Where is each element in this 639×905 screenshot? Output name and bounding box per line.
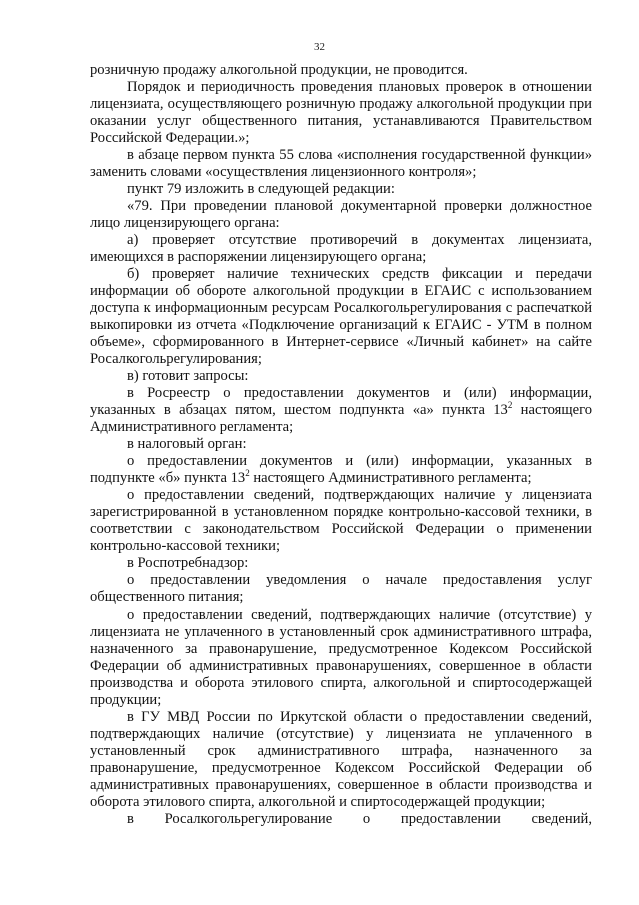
- paragraph: о предоставлении сведений, подтверждающих наличие у лицензиата зарегистрированной в установленном порядке контрольно-кассовой техники, в соответствии с законодательством Российской Федерации о применении контрольно-кассовой техники;: [90, 487, 592, 555]
- document-body: [90, 62, 592, 828]
- superscript: 2: [245, 468, 250, 479]
- paragraph: розничную продажу алкогольной продукции, не проводится.: [90, 62, 468, 78]
- paragraph: в ГУ МВД России по Иркутской области о предоставлении сведений, подтверждающих наличие (отсутствие) у лицензиата не уплаченного в установленный срок административного штрафа, назначенного за правонарушение, предусмотренное Кодексом Российской Федерации об административных правонарушениях, совершенное в области производства и оборота этилового спирта, алкогольной и спиртосодержащей продукции;: [90, 708, 592, 810]
- page-number: 32: [314, 41, 325, 53]
- paragraph: в Росалкогольрегулирование о предоставлении сведений,: [127, 810, 592, 827]
- paragraph-text: настоящего Административного регламента;: [90, 402, 592, 436]
- paragraph: [90, 453, 592, 487]
- paragraph: о предоставлении уведомления о начале предоставления услуг общественного питания;: [90, 572, 592, 606]
- paragraph: «79. При проведении плановой документарной проверки должностное лицо лицензирующего органа:: [90, 198, 592, 232]
- paragraph-text: в Росреестр о предоставлении документов и (или) информации, указанных в абзацах пятом, шестом подпункта «а» пункта 13: [90, 385, 592, 419]
- paragraph: а) проверяет отсутствие противоречий в документах лицензиата, имеющихся в распоряжении лицензирующего органа;: [90, 232, 592, 266]
- paragraph: о предоставлении сведений, подтверждающих наличие (отсутствие) у лицензиата не уплаченного в установленный срок административного штрафа, назначенного за правонарушение, предусмотренное Кодексом Российской Федерации об административных правонарушениях, совершенное в области производства и оборота этилового спирта, алкогольной и спиртосодержащей продукции;: [90, 606, 592, 708]
- paragraph: в налоговый орган:: [127, 436, 247, 453]
- paragraph: Порядок и периодичность проведения плановых проверок в отношении лицензиата, осуществляющего розничную продажу алкогольной продукции при оказании услуг общественного питания, устанавливаются Правительством Российской Федерации.»;: [90, 79, 592, 147]
- paragraph: в абзаце первом пункта 55 слова «исполнения государственной функции» заменить словами «осуществления лицензионного контроля»;: [90, 147, 592, 181]
- paragraph: [90, 385, 592, 436]
- paragraph: в Роспотребнадзор:: [127, 555, 249, 572]
- paragraph: б) проверяет наличие технических средств фиксации и передачи информации об обороте алкогольной продукции в ЕГАИС с использованием доступа к информационным ресурсам Росалкогольрегулирования с распечаткой выкопировки из отчета «Подключение организаций к ЕГАИС - УТМ в полном объеме», сформированного в Интернет-сервисе «Личный кабинет» на сайте Росалкогольрегулирования;: [90, 266, 592, 368]
- paragraph-text: о предоставлении документов и (или) информации, указанных в подпункте «б» пункта 13: [90, 453, 592, 487]
- paragraph-text: настоящего Административного регламента;: [249, 470, 532, 487]
- paragraph: пункт 79 изложить в следующей редакции:: [127, 181, 395, 198]
- superscript: 2: [507, 400, 513, 411]
- paragraph: в) готовит запросы:: [127, 368, 249, 385]
